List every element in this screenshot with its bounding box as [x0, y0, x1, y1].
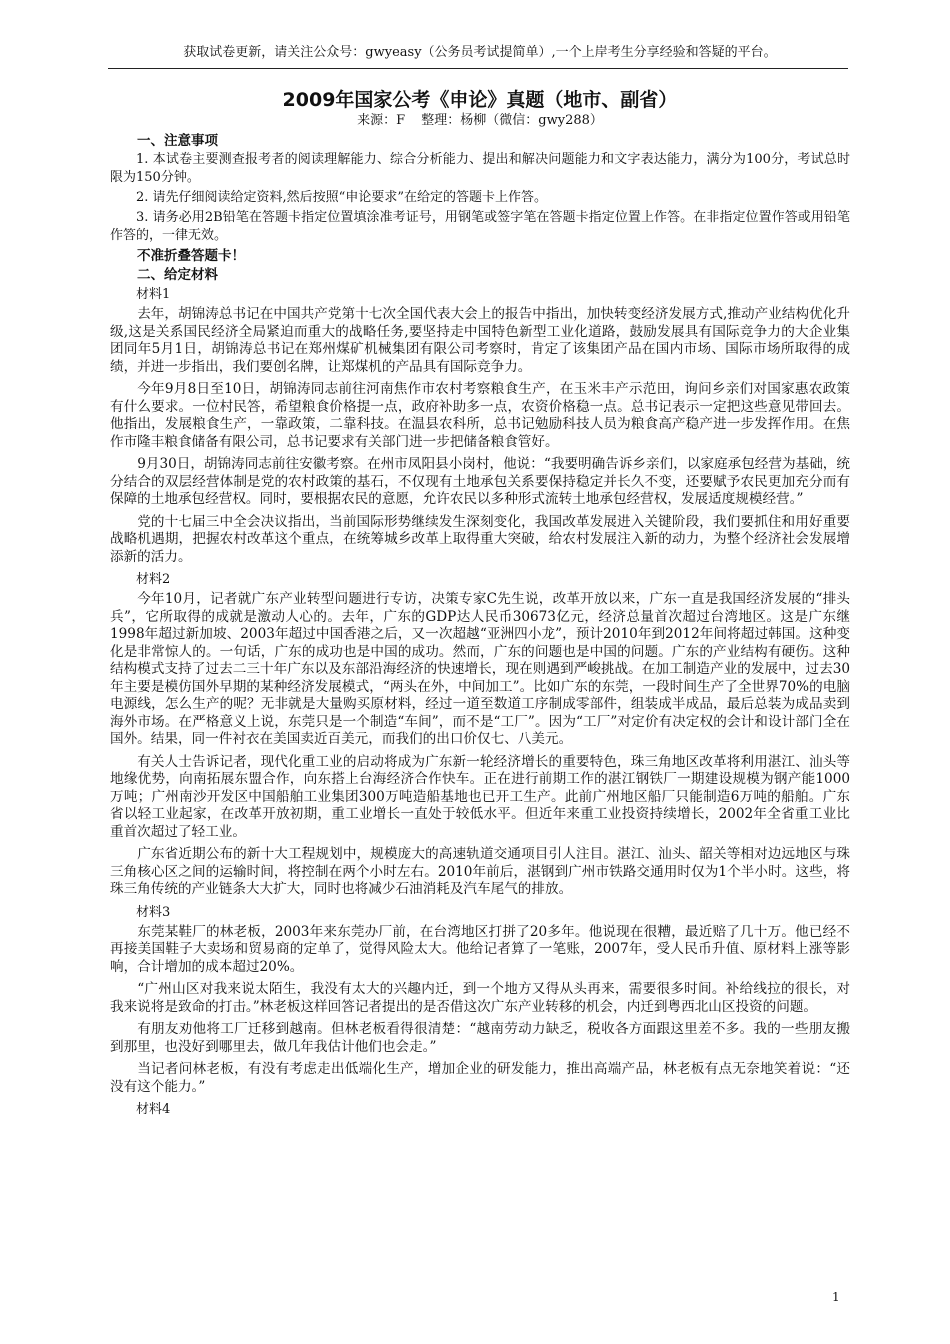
header-divider — [108, 68, 848, 69]
document-body — [110, 88, 850, 1121]
document-title: 2009年国家公考《申论》真题（地市、副省） — [282, 89, 678, 111]
material-paragraph: 当记者问林老板，有没有考虑走出低端化生产，增加企业的研发能力，推出高端产品，林老板有点无奈地笑着说：“还没有这个能力。” — [110, 1061, 850, 1095]
material-label: 材料4 — [136, 1102, 171, 1117]
materials-heading: 二、给定材料 — [137, 267, 218, 283]
material-paragraph: 去年，胡锦涛总书记在中国共产党第十七次全国代表大会上的报告中指出，加快转变经济发展方式,推动产业结构优化升级,这是关系国民经济全局紧迫而重大的战略任务,要坚持走中国特色新型工业化道路，鼓励发展具有国际竞争力的大企业集团同年5月1日，胡锦涛总书记在郑州煤矿机械集团有限公司考察时，肯定了该集团产品在国内市场、国际市场所取得的成绩，并进一步指出，我们要创名牌，让郑煤机的产品具有国际竞争力。 — [110, 306, 850, 375]
material-paragraph: 今年10月，记者就广东产业转型问题进行专访，决策专家C先生说，改革开放以来，广东一直是我国经济发展的“排头兵”，它所取得的成就是激动人心的。去年，广东的GDP达人民币30673亿元，经济总量首次超过台湾地区。这是广东继1998年超过新加坡、2003年超过中国香港之后，又一次超越“亚洲四小龙”，预计2010年到2012年间将超过韩国。这种变化是非常惊人的。一句话，广东的成功也是中国的成功。然而，广东的问题也是中国的问题。广东的产业结构有硬伤。这种结构模式支持了过去二三十年广东以及东部沿海经济的快速增长，现在则遇到严峻挑战。在加工制造产业的发展中，过去30年主要是模仿国外早期的某种经济发展模式，“两头在外，中间加工”。比如广东的东莞，一段时间生产了全世界70%的电脑电源线，怎么生产的呢？无非就是大量购买原材料，经过一道至数道工序制成零部件，组装成半成品，最后总装为成品卖到海外市场。在严格意义上说，东莞只是一个制造“车间”，而不是“工厂”。因为“工厂”对定价有决定权的会计和设计部门全在国外。结果，同一件衬衣在美国卖近百美元，而我们的出口价仅七、八美元。 — [110, 591, 850, 747]
material-label: 材料3 — [136, 904, 171, 920]
notice-heading: 一、注意事项 — [137, 133, 218, 149]
material-paragraph: 党的十七届三中全会决议指出，当前国际形势继续发生深刻变化，我国改革发展进入关键阶段，我们要抓住和用好重要战略机遇期，把握农村改革这个重点，在统筹城乡改革上取得重大突破，给农村发展注入新的动力，为整个经济社会发展增添新的活力。 — [110, 513, 850, 565]
material-paragraph: 广东省近期公布的新十大工程规划中，规模庞大的高速轨道交通项目引人注目。湛江、汕头、韶关等相对边远地区与珠三角核心区之间的运输时间，将控制在两个小时左右。2010年前后，湛钢到广州市铁路交通用时仅为1个半小时。这些，将珠三角传统的产业链条大大扩大，同时也将减少石油消耗及汽车尾气的排放。 — [110, 846, 850, 897]
material-paragraph: 东莞某鞋厂的林老板，2003年来东莞办厂前，在台湾地区打拼了20多年。他说现在很糟，最近赔了几十万。他已经不再接美国鞋子大卖场和贸易商的定单了，觉得风险太大。他给记者算了一笔账，2007年，受人民币升值、原材料上涨等影响，合计增加的成本超过20%。 — [110, 923, 850, 975]
source-text: 来源：F — [357, 113, 406, 128]
material-paragraph: “广州山区对我来说太陌生，我没有太大的兴趣内迁，到一个地方又得从头再来，需要很多时间。补给线拉的很长，对我来说将是致命的打击。”林老板这样回答记者提出的是否借这次广东产业转移的机会，内迁到粤西北山区投资的问题。 — [110, 981, 850, 1015]
document-source-line — [110, 112, 850, 130]
material-label: 材料1 — [136, 287, 171, 302]
notice-item: 3. 请务必用2B铅笔在答题卡指定位置填涂准考证号，用钢笔或签字笔在答题卡指定位置上作答。在非指定位置作答或用铅笔作答的，一律无效。 — [110, 210, 850, 243]
material-paragraph: 今年9月8日至10日，胡锦涛同志前往河南焦作市农村考察粮食生产，在玉米丰产示范田，询问乡亲们对国家惠农政策有什么要求。一位村民答，希望粮食价格提一点，政府补助多一点，农资价格稳一点。总书记表示一定把这些意见带回去。他指出，发展粮食生产，一靠政策，二靠科技。在温县农科所，总书记勉励科技人员为粮食高产稳产进一步发挥作用。在焦作市隆丰粮食储备有限公司，总书记要求有关部门进一步把储备粮食管好。 — [110, 381, 850, 450]
page-number: 1 — [832, 1290, 840, 1304]
notice-item: 2. 请先仔细阅读给定资料,然后按照“申论要求”在给定的答题卡上作答。 — [136, 190, 547, 205]
header-note: 获取试卷更新，请关注公众号：gwyeasy（公务员考试提简单）,一个上岸考生分享经验和答疑的平台。 — [183, 45, 777, 60]
material-paragraph: 有朋友劝他将工厂迁移到越南。但林老板看得很清楚：“越南劳动力缺乏，税收各方面跟这里差不多。我的一些朋友搬到那里，也没好到哪里去，做几年我估计他们也会走。” — [110, 1021, 850, 1055]
material-paragraph: 有关人士告诉记者，现代化重工业的启动将成为广东新一轮经济增长的重要特色，珠三角地区改革将利用湛江、汕头等地缘优势，向南拓展东盟合作，向东搭上台海经济合作快车。正在进行前期工作的湛江钢铁厂一期建设规模为钢产能1000万吨；广州南沙开发区中国船舶工业集团300万吨造船基地也已开工生产。此前广州地区船厂只能制造6万吨的船舶。广东省以轻工业起家，在改革开放初期，重工业增长一直处于较低水平。但近年来重工业投资持续增长，2002年全省重工业比重首次超过了轻工业。 — [110, 753, 850, 840]
editor-text: 整理：杨柳（微信：gwy288） — [421, 113, 603, 128]
notice-item: 1. 本试卷主要测查报考者的阅读理解能力、综合分析能力、提出和解决问题能力和文字表达能力，满分为100分，考试总时限为150分钟。 — [110, 152, 850, 185]
material-label: 材料2 — [136, 572, 171, 587]
material-paragraph: 9月30日，胡锦涛同志前往安徽考察。在州市凤阳县小岗村，他说：“我要明确告诉乡亲们，以家庭承包经营为基础，统分结合的双层经营体制是党的农村政策的基石，不仅现有土地承包关系要保持稳定并长久不变，还要赋予农民更加充分而有保障的土地承包经营权。同时，要根据农民的意愿，允许农民以多种形式流转土地承包经营权，发展适度规模经营。” — [110, 456, 850, 507]
no-fold-warning: 不准折叠答题卡！ — [137, 248, 245, 264]
